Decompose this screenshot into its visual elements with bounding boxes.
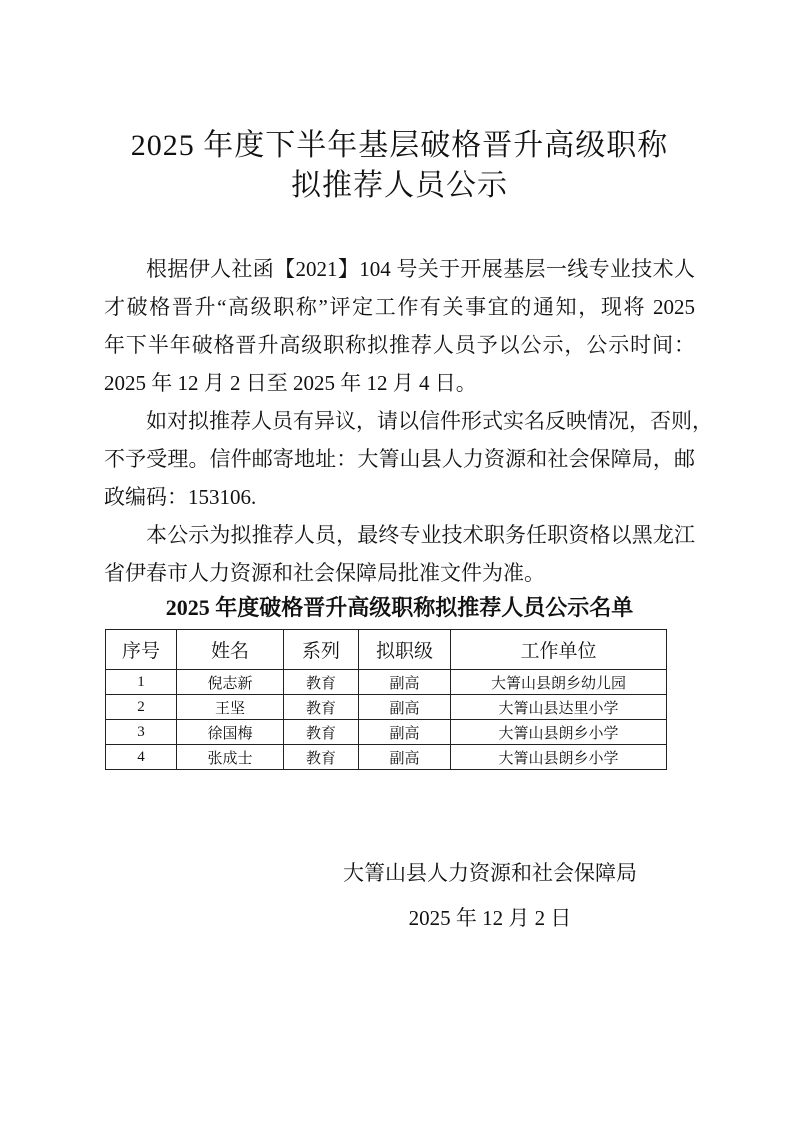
paragraph-2 xyxy=(104,402,713,516)
signature-block xyxy=(300,851,680,941)
paragraph-1 xyxy=(104,250,695,402)
table-cell-series: 教育 xyxy=(284,720,359,745)
table-cell-rank: 副高 xyxy=(359,695,451,720)
document-title-line-2: 拟推荐人员公示 xyxy=(291,169,508,202)
table-row xyxy=(106,695,667,720)
table-cell-name: 倪志新 xyxy=(177,670,284,695)
paragraph-line: 根据伊人社函【2021】104 号关于开展基层一线专业技术人 xyxy=(146,257,695,281)
paragraph-line: 本公示为拟推荐人员，最终专业技术职务任职资格以黑龙江 xyxy=(146,523,695,547)
table-cell-name: 张成士 xyxy=(177,745,284,770)
document-title-line-1: 2025 年度下半年基层破格晋升高级职称 xyxy=(130,129,669,162)
paragraph-line: 才破格晋升“高级职称”评定工作有关事宜的通知，现将 2025 xyxy=(104,295,695,319)
roster-table-title: 2025 年度破格晋升高级职称拟推荐人员公示名单 xyxy=(165,595,634,620)
table-header-cell-name: 姓名 xyxy=(177,630,284,670)
paragraph-line: 政编码：153106. xyxy=(104,485,257,509)
table-cell-workunit: 大箐山县朗乡小学 xyxy=(451,720,667,745)
paragraph-line: 年下半年破格晋升高级职称拟推荐人员予以公示，公示时间： xyxy=(104,333,695,357)
table-cell-series: 教育 xyxy=(284,695,359,720)
table-cell-index: 4 xyxy=(106,745,177,770)
table-cell-index: 2 xyxy=(106,695,177,720)
table-header-cell-workunit: 工作单位 xyxy=(451,630,667,670)
table-cell-series: 教育 xyxy=(284,670,359,695)
table-cell-rank: 副高 xyxy=(359,670,451,695)
table-cell-workunit: 大箐山县朗乡幼儿园 xyxy=(451,670,667,695)
table-header-cell-rank: 拟职级 xyxy=(359,630,451,670)
table-cell-workunit: 大箐山县达里小学 xyxy=(451,695,667,720)
table-cell-rank: 副高 xyxy=(359,745,451,770)
table-cell-index: 1 xyxy=(106,670,177,695)
table-cell-index: 3 xyxy=(106,720,177,745)
table-header-cell-series: 系列 xyxy=(284,630,359,670)
table-cell-workunit: 大箐山县朗乡小学 xyxy=(451,745,667,770)
signature-date: 2025 年 12 月 2 日 xyxy=(408,906,572,930)
paragraph-line: 省伊春市人力资源和社会保障局批准文件为准。 xyxy=(104,561,545,585)
signature-org: 大箐山县人力资源和社会保障局 xyxy=(343,861,637,885)
roster-table xyxy=(105,629,667,770)
paragraph-line: 如对拟推荐人员有异议，请以信件形式实名反映情况，否则， xyxy=(146,409,713,433)
table-cell-rank: 副高 xyxy=(359,720,451,745)
paragraph-line: 不予受理。信件邮寄地址：大箐山县人力资源和社会保障局，邮 xyxy=(104,447,695,471)
table-cell-name: 王坚 xyxy=(177,695,284,720)
table-row xyxy=(106,745,667,770)
paragraph-3 xyxy=(104,516,695,592)
document-title xyxy=(104,126,695,206)
table-row xyxy=(106,670,667,695)
table-header-cell-index: 序号 xyxy=(106,630,177,670)
table-cell-name: 徐国梅 xyxy=(177,720,284,745)
table-header-row xyxy=(106,630,667,670)
paragraph-line: 2025 年 12 月 2 日至 2025 年 12 月 4 日。 xyxy=(104,371,477,395)
table-cell-series: 教育 xyxy=(284,745,359,770)
table-row xyxy=(106,720,667,745)
document-body xyxy=(104,250,713,592)
